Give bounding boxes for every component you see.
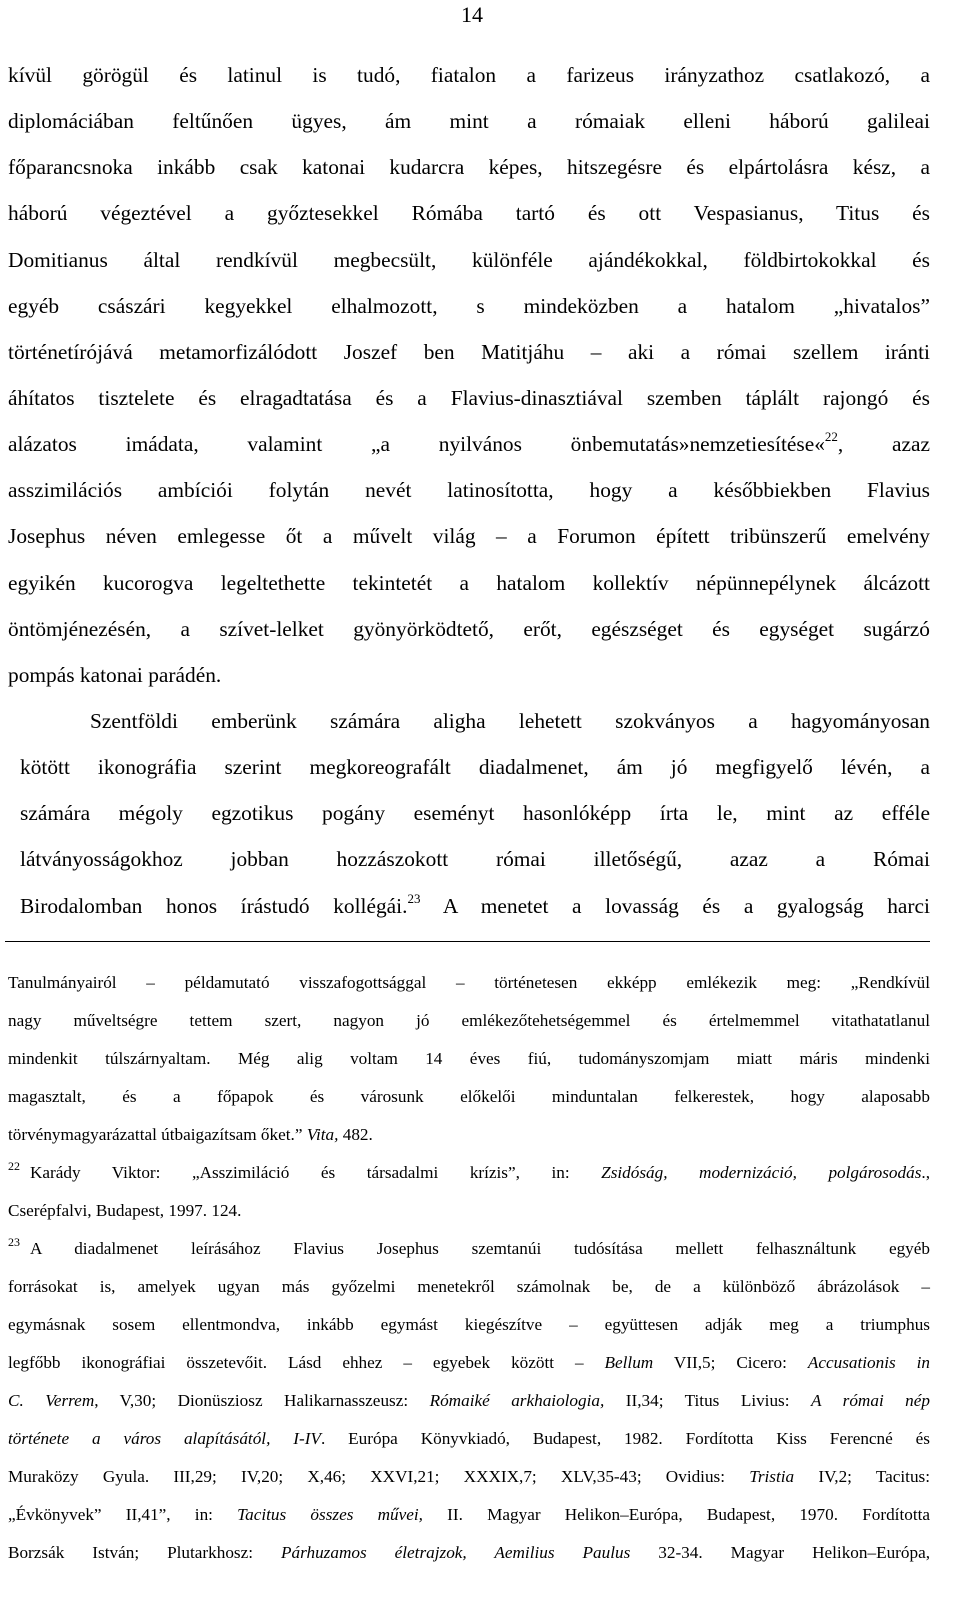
text-line: egyéb császári kegyekkel elhalmozott, s mindeközben a hatalom „hivatalos” [8,293,930,318]
citation-title: története a város alapításától, I-IV [8,1429,321,1448]
footnote-separator [5,941,930,942]
citation-title: Tacitus összes művei, [237,1505,423,1524]
main-text [8,52,930,929]
text-line [8,421,930,467]
citation-title: C. Verrem [8,1391,95,1410]
footnote-line [8,1382,930,1420]
footnote-23 [8,1230,930,1572]
text-fragment: 32-34. Magyar Helikon–Európa, [630,1543,930,1562]
paragraph-2 [8,698,930,929]
citation-title: Accusationis in [807,1353,930,1372]
text-fragment: Muraközy Gyula. III,29; IV,20; X,46; XXVI,21; XXXIX,7; XLV,35-43; Ovidius: [8,1467,750,1486]
text-line [8,883,930,929]
citation-title: Zsidóság, modernizáció, polgárosodás [601,1163,922,1182]
footnote-number: 22 [8,1159,20,1173]
page-number: 14 [461,2,483,27]
text-fragment: . Európa Könyvkiadó, Budapest, 1982. Fordította Kiss Ferencné és [320,1429,930,1448]
text-line: háború végeztével a győztesekkel Rómába tartó és ott Vespasianus, Titus és [8,201,930,226]
footnote-line [8,1116,930,1154]
text-fragment: A menetet a lovasság és a gyalogság harci [420,893,930,918]
footnote-number: 23 [8,1235,20,1249]
text-line: Josephus néven emlegesse őt a művelt világ – a Forumon épített tribünszerű emelvény [8,524,930,549]
text-line: kívül görögül és latinul is tudó, fiatalon a farizeus irányzathoz csatlakozó, a [8,63,930,87]
footnote-line [8,1154,930,1192]
citation-title: Párhuzamos életrajzok, Aemilius Paulus [281,1543,631,1562]
footnote-line [8,1344,930,1382]
citation-title: Rómaiké arkhaiologia, [429,1391,605,1410]
text-line: egyikén kucorogva legeltethette tekintetét a hatalom kollektív népünnepélynek álcázott [8,570,930,595]
text-fragment: törvénymagyarázattal útbaigazítsam őket.” [8,1125,307,1144]
text-fragment: IV,2; Tacitus: [794,1467,931,1486]
text-fragment: Karády Viktor: „Asszimiláció és társadalmi krízis”, in: [30,1163,602,1182]
text-fragment: , V,30; Dionüsziosz Halikarnasszeusz: [94,1391,430,1410]
footnote-line [8,1420,930,1458]
text-line: történetírójává metamorfizálódott Joszef ben Matitjáhu – aki a római szellem iránti [8,339,930,364]
text-line: asszimilációs ambíciói folytán nevét latinosította, hogy a későbbiekben Flavius [8,478,930,503]
citation-title: Bellum [604,1353,654,1372]
footnotes [8,964,930,1572]
text-fragment: Birodalomban honos írástudó kollégái. [20,893,408,918]
footnote-line: egymásnak sosem ellentmondva, inkább egymást kiegészítve – együttesen adják meg a triumphus [8,1315,930,1334]
text-line: számára mégoly egzotikus pogány eseményt hasonlóképp írta le, mint az efféle [20,801,930,826]
text-line: Domitianus által rendkívül megbecsült, különféle ajándékokkal, földbirtokokkal és [8,247,930,272]
footnote-line [8,1458,930,1496]
footnote-line: magasztalt, és a főpapok és városunk előkelői minduntalan felkerestek, hogy alaposabb [8,1087,930,1106]
text-fragment: 482. [338,1125,373,1144]
footnote-line [8,1230,930,1268]
text-fragment: VII,5; Cicero: [653,1353,808,1372]
footnote-ref-22[interactable]: 22 [824,429,838,445]
text-line: Szentföldi emberünk számára aligha lehetett szokványos a hagyományosan [90,708,930,733]
text-fragment: legfőbb ikonográfiai összetevőit. Lásd ehhez – egyebek között – [8,1353,605,1372]
footnote-line [8,1496,930,1534]
footnote-line: Cserépfalvi, Budapest, 1997. 124. [8,1201,242,1220]
text-line: diplomáciában feltűnően ügyes, ám mint a rómaiak elleni háború galileai [8,109,930,134]
footnote-line [8,1534,930,1572]
text-fragment: II,34; Titus Livius: [604,1391,811,1410]
footnote-ref-23[interactable]: 23 [407,890,421,906]
footnote-line: mindenkit túlszárnyaltam. Még alig voltam 14 éves fiú, tudományszomjam miatt máris mindenki [8,1049,930,1068]
text-line: pompás katonai parádén. [8,662,222,687]
citation-title: Tristia [749,1467,795,1486]
footnote-21 [8,964,930,1154]
citation-title: Vita, [306,1125,339,1144]
text-fragment: alázatos imádata, valamint „a nyilvános önbemutatás»nemzetiesítése« [8,432,825,457]
text-line: öntömjénezésén, a szívet-lelket gyönyörködtető, erőt, egészséget és egységet sugárzó [8,616,930,641]
footnote-line: nagy műveltségre tettem szert, nagyon jó emlékezőtehetségemmel és értelmemmel vitathatatlanul [8,1011,930,1030]
text-line: áhítatos tisztelete és elragadtatása és a Flavius-dinasztiával szemben táplált rajongó és [8,385,930,410]
text-fragment: II. Magyar Helikon–Európa, Budapest, 1970. Fordította [422,1505,930,1524]
footnote-line: forrásokat is, amelyek ugyan más győzelmi menetekről számolnak be, de a különböző ábrázolások – [8,1277,930,1296]
text-fragment: ., [921,1163,930,1182]
text-fragment: „Évkönyvek” II,41”, in: [8,1505,238,1524]
text-fragment: A diadalmenet leírásához Flavius Josephus szemtanúi tudósítása mellett felhasználtunk egyéb [30,1239,930,1258]
citation-title: A római nép [811,1391,931,1410]
text-line: látványosságokhoz jobban hozzászokott római illetőségű, azaz a Római [20,847,930,872]
footnote-22 [8,1154,930,1230]
text-fragment: Borzsák István; Plutarkhosz: [8,1543,282,1562]
text-fragment: , azaz [837,432,930,457]
footnote-line: Tanulmányairól – példamutató visszafogottsággal – történetesen ekképp emlékezik meg: „Rendkívül [8,973,930,992]
paragraph-1 [8,52,930,698]
text-line: kötött ikonográfia szerint megkoreografált diadalmenet, ám jó megfigyelő lévén, a [20,755,930,780]
text-line: főparancsnoka inkább csak katonai kudarcra képes, hitszegésre és elpártolásra kész, a [8,155,930,180]
